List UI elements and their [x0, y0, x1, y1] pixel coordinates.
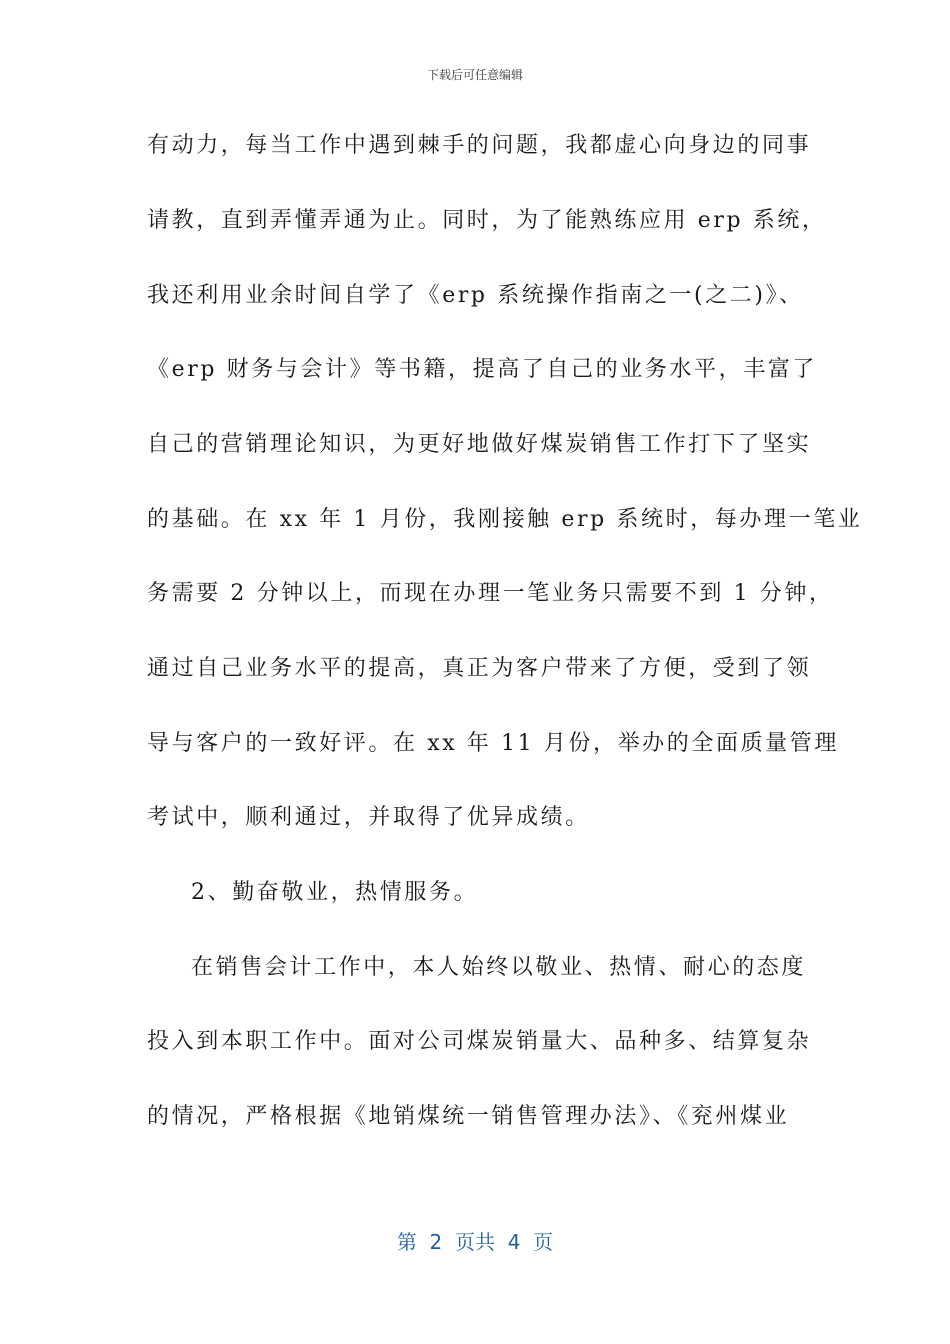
footer-suffix: 页	[533, 1230, 554, 1254]
text-line: 投入到本职工作中。面对公司煤炭销量大、品种多、结算复杂	[147, 1029, 812, 1054]
text-line: 自己的营销理论知识，为更好地做好煤炭销售工作打下了坚实	[147, 432, 812, 457]
text-line: 请教，直到弄懂弄通为止。同时，为了能熟练应用 erp 系统，	[147, 208, 827, 233]
footer-prefix: 第	[396, 1230, 417, 1254]
text-line: 导与客户的一致好评。在 xx 年 11 月份，举办的全面质量管理	[147, 731, 839, 756]
footer-middle: 页共	[455, 1230, 495, 1254]
text-line: 通过自己业务水平的提高，真正为客户带来了方便，受到了领	[147, 656, 812, 681]
section-heading: 2、勤奋敬业，热情服务。	[191, 880, 479, 905]
text-line: 务需要 2 分钟以上，而现在办理一笔业务只需要不到 1 分钟，	[147, 581, 834, 606]
text-line: 《erp 财务与会计》等书籍，提高了自己的业务水平，丰富了	[147, 357, 818, 382]
footer-current-page: 2	[429, 1230, 443, 1254]
footer-total-pages: 4	[507, 1230, 521, 1254]
text-line: 考试中，顺利通过，并取得了优异成绩。	[147, 805, 590, 830]
text-line: 的情况，严格根据《地销煤统一销售管理办法》、《兖州煤业	[147, 1104, 790, 1129]
text-line: 的基础。在 xx 年 1 月份，我刚接触 erp 系统时，每办理一笔业	[147, 507, 863, 532]
page-footer	[0, 1226, 950, 1255]
page-header: 下载后可任意编辑	[426, 68, 523, 82]
text-line: 在销售会计工作中，本人始终以敬业、热情、耐心的态度	[191, 955, 807, 980]
text-line: 我还利用业余时间自学了《erp 系统操作指南之一(之二)》、	[147, 283, 804, 308]
text-line: 有动力，每当工作中遇到棘手的问题，我都虚心向身边的同事	[147, 133, 812, 158]
